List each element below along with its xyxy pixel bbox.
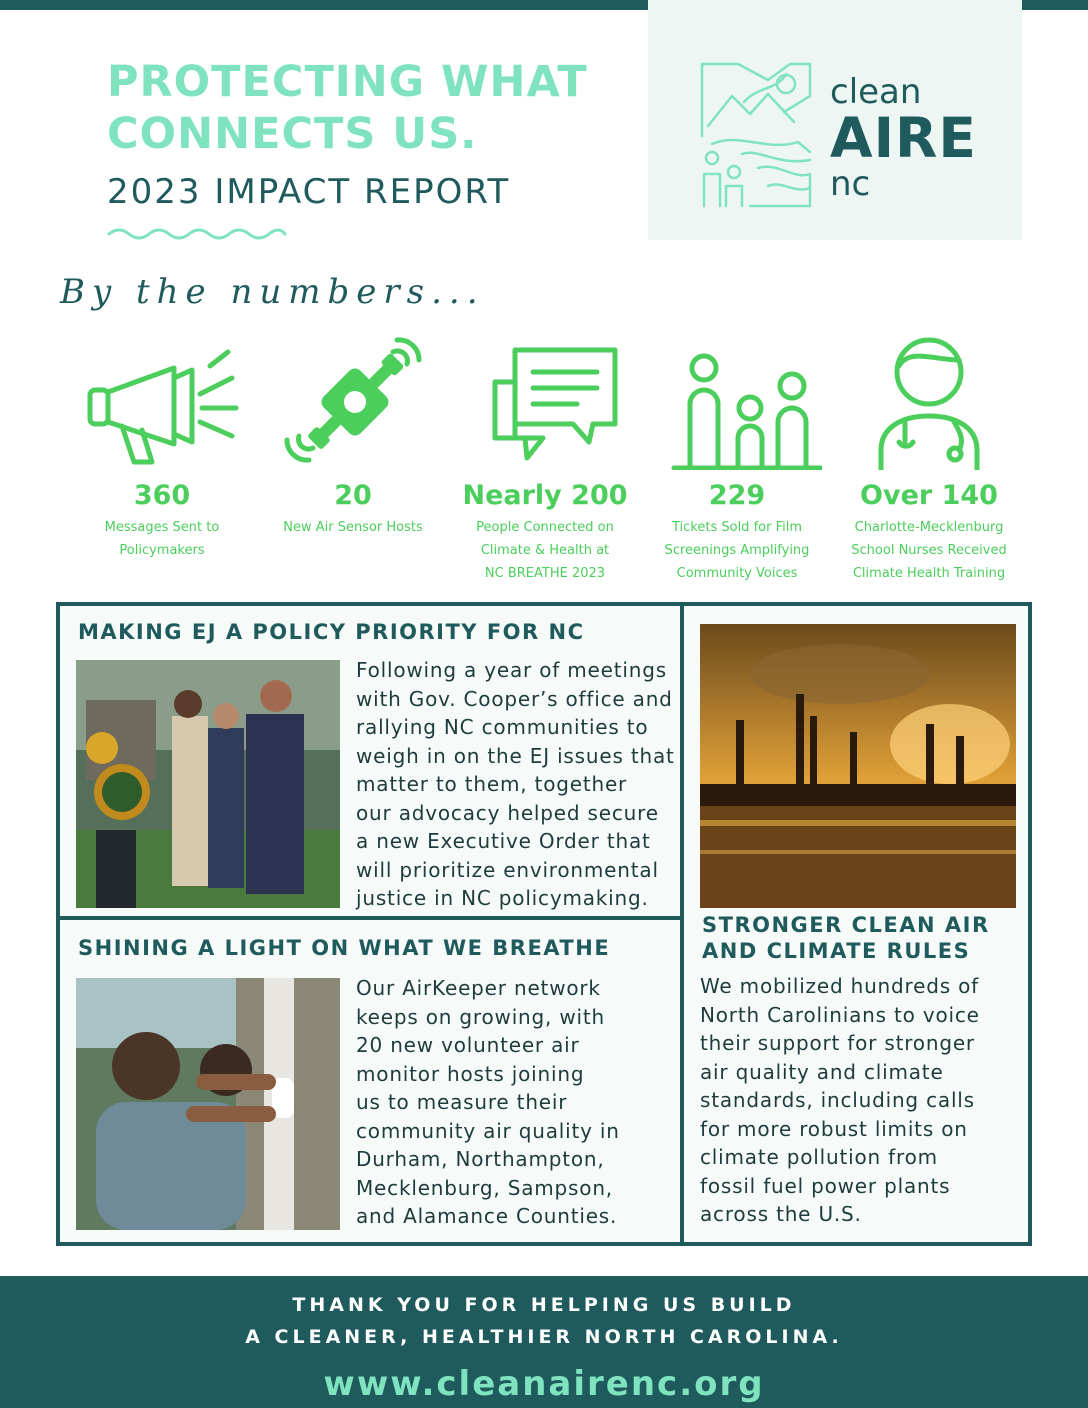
text-line: Following a year of meetings (356, 658, 667, 682)
smokestacks-sunset-photo (700, 624, 1016, 908)
panel-title: SHINING A LIGHT ON WHAT WE BREATHE (78, 936, 611, 960)
text-line: air quality and climate (700, 1059, 944, 1084)
stat-value: 20 (334, 480, 372, 511)
logo-word-aire: AIRE (830, 106, 977, 170)
footer-thanks-line-2: A CLEANER, HEALTHIER NORTH CAROLINA. (245, 1326, 843, 1348)
stat-label (253, 516, 453, 539)
stat-label-line: Community Voices (676, 566, 798, 581)
stat-label-line: Climate Health Training (852, 566, 1006, 581)
stat-school-nurses (829, 330, 1029, 581)
stat-label-line: New Air Sensor Hosts (283, 520, 423, 535)
stat-label-line: Climate & Health at (480, 543, 610, 558)
text-line: standards, including calls (700, 1088, 975, 1112)
stat-label (62, 516, 262, 562)
panel-title-line: STRONGER CLEAN AIR (702, 913, 990, 937)
logo-word-nc: nc (830, 164, 871, 204)
text-line: Our AirKeeper network (356, 976, 601, 1000)
stat-label (445, 516, 645, 585)
text-line: us to measure their (356, 1090, 568, 1114)
text-line: matter to them, together (356, 772, 628, 796)
text-line: justice in NC policymaking. (356, 886, 649, 910)
stat-value: Nearly 200 (462, 480, 628, 511)
stat-label-line: People Connected on (476, 520, 614, 535)
stat-value: 360 (133, 480, 191, 511)
top-accent-bar-right (1022, 0, 1088, 10)
what-we-breathe-panel (56, 916, 684, 1246)
text-line: our advocacy helped secure (356, 800, 659, 825)
footer-thanks-line-1: THANK YOU FOR HELPING US BUILD (292, 1294, 796, 1316)
text-line: weigh in on the EJ issues that (356, 743, 675, 768)
air-monitor-install-photo (76, 978, 340, 1230)
stat-label-line: Messages Sent to (104, 520, 220, 535)
text-line: community air quality in (356, 1118, 620, 1143)
policy-priority-panel (56, 602, 684, 920)
stat-label (637, 516, 837, 585)
stat-messages (62, 330, 262, 558)
stat-label-line: Screenings Amplifying (664, 543, 810, 558)
footer-banner (0, 1276, 1088, 1408)
megaphone-icon (82, 330, 242, 470)
air-sensor-icon (273, 330, 433, 470)
stat-label-line: NC BREATHE 2023 (484, 566, 606, 581)
text-line: a new Executive Order that (356, 829, 651, 853)
stat-label-line: Tickets Sold for Film (672, 520, 802, 535)
text-line: for more robust limits on (700, 1116, 968, 1141)
text-line: 20 new volunteer air (356, 1033, 580, 1057)
panel-title (702, 912, 990, 964)
text-line: We mobilized hundreds of (700, 974, 979, 998)
text-line: and Alamance Counties. (356, 1204, 618, 1228)
text-line: will prioritize environmental (356, 857, 659, 882)
stat-people-connected (445, 330, 645, 581)
text-line: keeps on growing, with (356, 1004, 605, 1029)
text-line: North Carolinians to voice (700, 1002, 980, 1027)
community-people-icon (652, 330, 822, 470)
text-line: with Gov. Cooper’s office and (356, 686, 673, 711)
chat-bubbles-icon (465, 330, 625, 470)
top-accent-bar (0, 0, 648, 10)
rules-body-text (700, 972, 1030, 1229)
group-photo-image (76, 660, 340, 908)
text-line: across the U.S. (700, 1202, 862, 1226)
text-line: climate pollution from (700, 1145, 938, 1169)
squiggle-divider-icon (107, 226, 287, 242)
report-subtitle: 2023 IMPACT REPORT (107, 172, 511, 212)
stat-tickets-sold (637, 330, 837, 581)
governor-meeting-photo (76, 660, 340, 908)
by-the-numbers-heading: By the numbers... (60, 272, 485, 312)
website-link[interactable]: www.cleanairenc.org (323, 1364, 765, 1404)
logo-panel (648, 0, 1022, 240)
clean-aire-logo-icon (698, 56, 816, 212)
stat-value: 229 (708, 480, 766, 511)
stat-sensor-hosts (253, 330, 453, 535)
text-line: rallying NC communities to (356, 715, 649, 739)
text-line: fossil fuel power plants (700, 1173, 951, 1198)
clean-air-rules-panel (680, 602, 1032, 1246)
stat-label-line: Charlotte-Mecklenburg (854, 520, 1004, 535)
nurse-icon (849, 330, 1009, 470)
text-line: Mecklenburg, Sampson, (356, 1175, 613, 1200)
panel-title: MAKING EJ A POLICY PRIORITY FOR NC (78, 620, 585, 644)
headline-line-2: CONNECTS US. (107, 109, 478, 159)
power-plant-image (700, 624, 1016, 908)
text-line: monitor hosts joining (356, 1061, 585, 1086)
stat-label-line: Policymakers (119, 543, 205, 558)
report-headline (107, 56, 627, 160)
text-line: Durham, Northampton, (356, 1147, 605, 1171)
breathe-body-text (356, 974, 676, 1231)
text-line: their support for stronger (700, 1031, 975, 1055)
panel-title-line: AND CLIMATE RULES (702, 939, 971, 963)
policy-body-text (356, 656, 676, 913)
volunteer-photo-image (76, 978, 340, 1230)
headline-line-1: PROTECTING WHAT (107, 57, 588, 107)
stat-label (829, 516, 1029, 585)
stat-value: Over 140 (860, 480, 998, 511)
logo-word-clean: clean (830, 72, 922, 112)
stat-label-line: School Nurses Received (851, 543, 1007, 558)
